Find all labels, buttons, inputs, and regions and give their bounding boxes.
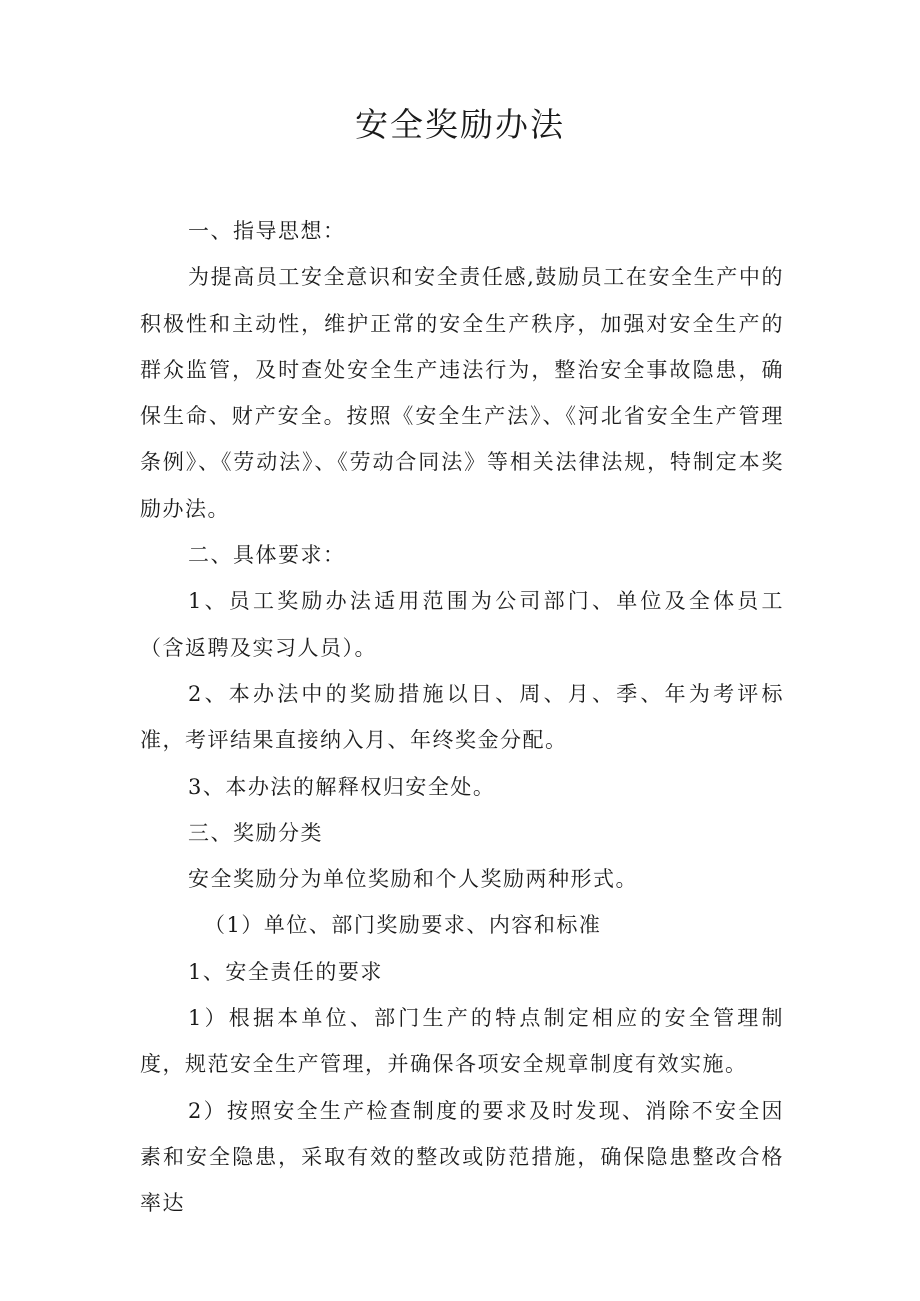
subheading-unit-rewards: （1）单位、部门奖励要求、内容和标准 xyxy=(204,913,602,938)
document-body xyxy=(140,208,784,1227)
paragraph-purpose: 为提高员工安全意识和安全责任感,鼓励员工在安全生产中的积极性和主动性，维护正常的安全生产秩序，加强对安全生产的群众监管，及时查处安全生产违法行为，整治安全事故隐患，确保生命、财产安全。按照《安全生产法》、《河北省安全生产管理条例》、《劳动法》、《劳动合同法》等相关法律法规，特制定本奖励办法。 xyxy=(140,265,784,521)
requirement-item-2: 2、本办法中的奖励措施以日、周、月、季、年为考评标准，考评结果直接纳入月、年终奖金分配。 xyxy=(140,681,784,753)
responsibility-item-1: 1）根据本单位、部门生产的特点制定相应的安全管理制度，规范安全生产管理，并确保各项安全规章制度有效实施。 xyxy=(140,1006,784,1077)
requirement-item-1: 1、员工奖励办法适用范围为公司部门、单位及全体员工（含返聘及实习人员）。 xyxy=(140,589,784,660)
responsibility-item-2: 2）按照安全生产检查制度的要求及时发现、消除不安全因素和安全隐患，采取有效的整改或防范措施，确保隐患整改合格率达 xyxy=(140,1098,784,1216)
heading-specific-requirements: 二、具体要求： xyxy=(188,543,346,568)
requirement-item-3: 3、本办法的解释权归安全处。 xyxy=(188,774,496,799)
paragraph-reward-forms: 安全奖励分为单位奖励和个人奖励两种形式。 xyxy=(188,867,638,892)
heading-guiding-principle: 一、指导思想： xyxy=(188,219,346,243)
heading-reward-categories: 三、奖励分类 xyxy=(188,820,323,845)
document-title: 安全奖励办法 xyxy=(355,105,565,144)
subheading-safety-responsibility: 1、安全责任的要求 xyxy=(188,959,383,984)
